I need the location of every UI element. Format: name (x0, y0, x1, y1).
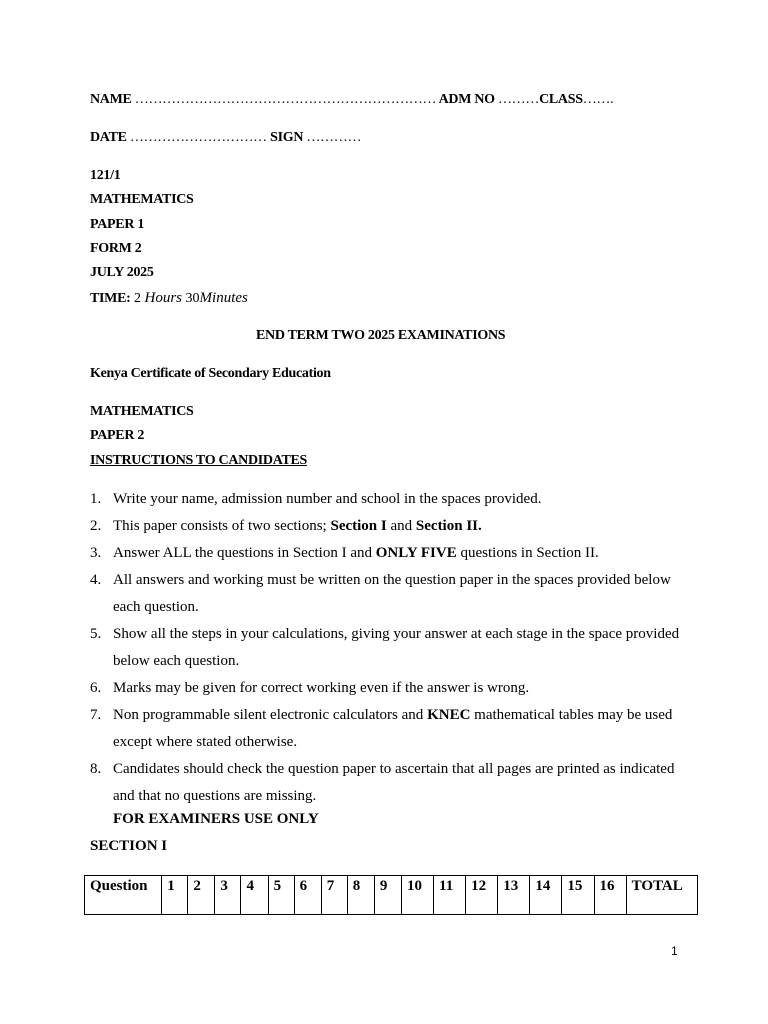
question-number-cell[interactable]: 4 (241, 876, 268, 915)
instructions-list (90, 486, 690, 810)
time-hours-num: 2 (134, 291, 142, 306)
question-number-cell[interactable]: 9 (374, 876, 401, 915)
question-number-cell[interactable]: 11 (434, 876, 466, 915)
instruction-item: 8. Candidates should check the question paper to ascertain that all pages are printed as indicated and that no questions are missing. (90, 761, 675, 804)
question-number-cell[interactable]: 14 (530, 876, 562, 915)
sign-label: SIGN (270, 130, 304, 145)
time-allowed (90, 290, 248, 307)
instructions-heading: INSTRUCTIONS TO CANDIDATES (90, 453, 308, 468)
name-label: NAME (90, 92, 132, 107)
date-line (90, 130, 361, 146)
subject-title: MATHEMATICS (90, 192, 194, 207)
time-label: TIME: (90, 291, 131, 306)
question-number-cell[interactable]: 1 (162, 876, 188, 915)
sign-blank[interactable]: ………… (306, 130, 362, 145)
adm-label: ADM NO (438, 92, 495, 107)
question-number-cell[interactable]: 7 (321, 876, 347, 915)
exam-date: JULY 2025 (90, 265, 154, 280)
score-table (84, 875, 698, 915)
name-line (90, 92, 613, 108)
instruction-item: 5. Show all the steps in your calculations, giving your answer at each stage in the space provided below each question. (90, 626, 680, 669)
page-number: 1 (671, 944, 678, 958)
question-header: Question (85, 876, 162, 915)
instruction-item: 7. Non programmable silent electronic calculators and KNEC mathematical tables may be used except where stated otherwise. (90, 707, 673, 750)
section-label: SECTION I (90, 838, 168, 854)
question-number-cell[interactable]: 3 (215, 876, 241, 915)
time-hours-unit: Hours (144, 290, 183, 306)
instruction-item: 2. This paper consists of two sections; Section I and Section II. (90, 518, 482, 534)
class-blank[interactable]: ……. (582, 92, 614, 107)
time-minutes-unit: Minutes (199, 290, 248, 306)
paper-code: 121/1 (90, 168, 121, 183)
date-blank[interactable]: ………………………… (129, 130, 267, 145)
score-header-row (85, 876, 698, 915)
paper-number-2: PAPER 2 (90, 428, 145, 443)
time-minutes-num: 30 (185, 291, 200, 306)
exam-title: END TERM TWO 2025 EXAMINATIONS (256, 328, 506, 343)
question-number-cell[interactable]: 6 (294, 876, 321, 915)
paper-number: PAPER 1 (90, 217, 145, 232)
question-number-cell[interactable]: 16 (594, 876, 626, 915)
question-number-cell[interactable]: 8 (347, 876, 374, 915)
total-header[interactable]: TOTAL (626, 876, 697, 915)
instruction-item: 4. All answers and working must be written on the question paper in the spaces provided below each question. (90, 572, 671, 615)
form-level: FORM 2 (90, 241, 142, 256)
name-blank[interactable]: ………………………………………………………… (134, 92, 437, 107)
question-number-cell[interactable]: 15 (562, 876, 594, 915)
question-number-cell[interactable]: 13 (498, 876, 530, 915)
instruction-item: 6. Marks may be given for correct working even if the answer is wrong. (90, 680, 530, 696)
subject-title-2: MATHEMATICS (90, 404, 194, 419)
adm-blank[interactable]: ……… (497, 92, 540, 107)
question-number-cell[interactable]: 5 (268, 876, 294, 915)
question-number-cell[interactable]: 12 (466, 876, 498, 915)
question-number-cell[interactable]: 10 (401, 876, 433, 915)
instruction-item: 1. Write your name, admission number and school in the spaces provided. (90, 491, 542, 507)
question-number-cell[interactable]: 2 (188, 876, 215, 915)
class-label: CLASS (539, 92, 583, 107)
certificate-title: Kenya Certificate of Secondary Education (90, 366, 331, 381)
instruction-item: 3. Answer ALL the questions in Section I and ONLY FIVE questions in Section II. (90, 545, 599, 561)
date-label: DATE (90, 130, 127, 145)
examiners-heading: FOR EXAMINERS USE ONLY (113, 811, 319, 827)
